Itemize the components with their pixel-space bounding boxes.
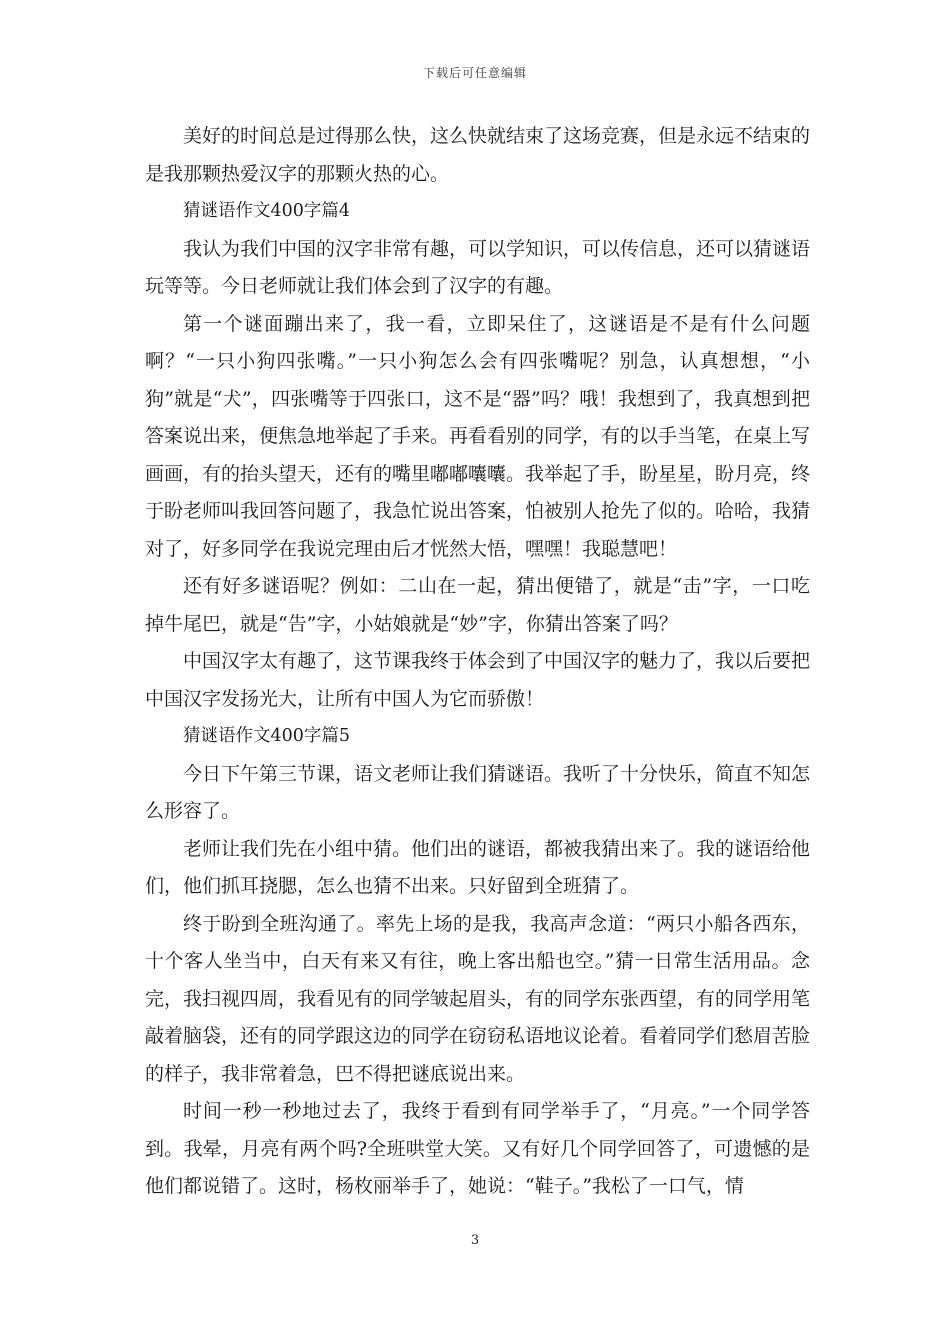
section-heading: 猜谜语作文400字篇5	[183, 726, 351, 746]
page-number: 3	[470, 1233, 480, 1248]
paragraph: 我认为我们中国的汉字非常有趣，可以学知识，可以传信息，还可以猜谜语玩等等。今日老师就让我们体会到了汉字的有趣。	[145, 237, 811, 297]
paragraph: 中国汉字太有趣了，这节课我终于体会到了中国汉字的魅力了，我以后要把中国汉字发扬光大，让所有中国人为它而骄傲！	[145, 650, 811, 710]
paragraph: 美好的时间总是过得那么快，这么快就结束了这场竞赛，但是永远不结束的是我那颗热爱汉字的那颗火热的心。	[145, 125, 811, 185]
paragraph: 时间一秒一秒地过去了，我终于看到有同学举手了，“月亮。”一个同学答到。我晕，月亮有两个吗?全班哄堂大笑。又有好几个同学回答了，可遗憾的是他们都说错了。这时，杨枚丽举手了，她说：“鞋子。”我松了一口气，情	[145, 1100, 810, 1197]
page-header: 下载后可任意编辑	[422, 66, 527, 80]
paragraph: 今日下午第三节课，语文老师让我们猜谜语。我听了十分快乐，简直不知怎么形容了。	[145, 762, 811, 822]
section-heading: 猜谜语作文400字篇4	[183, 201, 351, 221]
paragraph: 终于盼到全班沟通了。率先上场的是我，我高声念道：“两只小船各西东，十个客人坐当中，白天有来又有往，晚上客出船也空。”猜一日常生活用品。念完，我扫视四周，我看见有的同学皱起眉头，有的同学东张西望，有的同学用笔敲着脑袋，还有的同学跟这边的同学在窃窃私语地议论着。看着同学们愁眉苦脸的样子，我非常着急，巴不得把谜底说出来。	[145, 912, 811, 1085]
paragraph: 还有好多谜语呢？例如：二山在一起，猜出便错了，就是“击”字，一口吃掉牛尾巴，就是“告”字，小姑娘就是“妙”字，你猜出答案了吗？	[145, 575, 810, 635]
document-body	[145, 118, 810, 1206]
paragraph: 老师让我们先在小组中猜。他们出的谜语，都被我猜出来了。我的谜语给他们，他们抓耳挠腮，怎么也猜不出来。只好留到全班猜了。	[145, 837, 811, 897]
paragraph: 第一个谜面蹦出来了，我一看，立即呆住了，这谜语是不是有什么问题啊？“一只小狗四张嘴。”一只小狗怎么会有四张嘴呢？别急，认真想想，“小狗”就是“犬”，四张嘴等于四张口，这不是“器”吗？哦！我想到了，我真想到把答案说出来，便焦急地举起了手来。再看看别的同学，有的以手当笔，在桌上写画画，有的抬头望天，还有的嘴里嘟嘟囔囔。我举起了手，盼星星，盼月亮，终于盼老师叫我回答问题了，我急忙说出答案，怕被别人抢先了似的。哈哈，我猜对了，好多同学在我说完理由后才恍然大悟，嘿嘿！我聪慧吧！	[145, 312, 811, 560]
